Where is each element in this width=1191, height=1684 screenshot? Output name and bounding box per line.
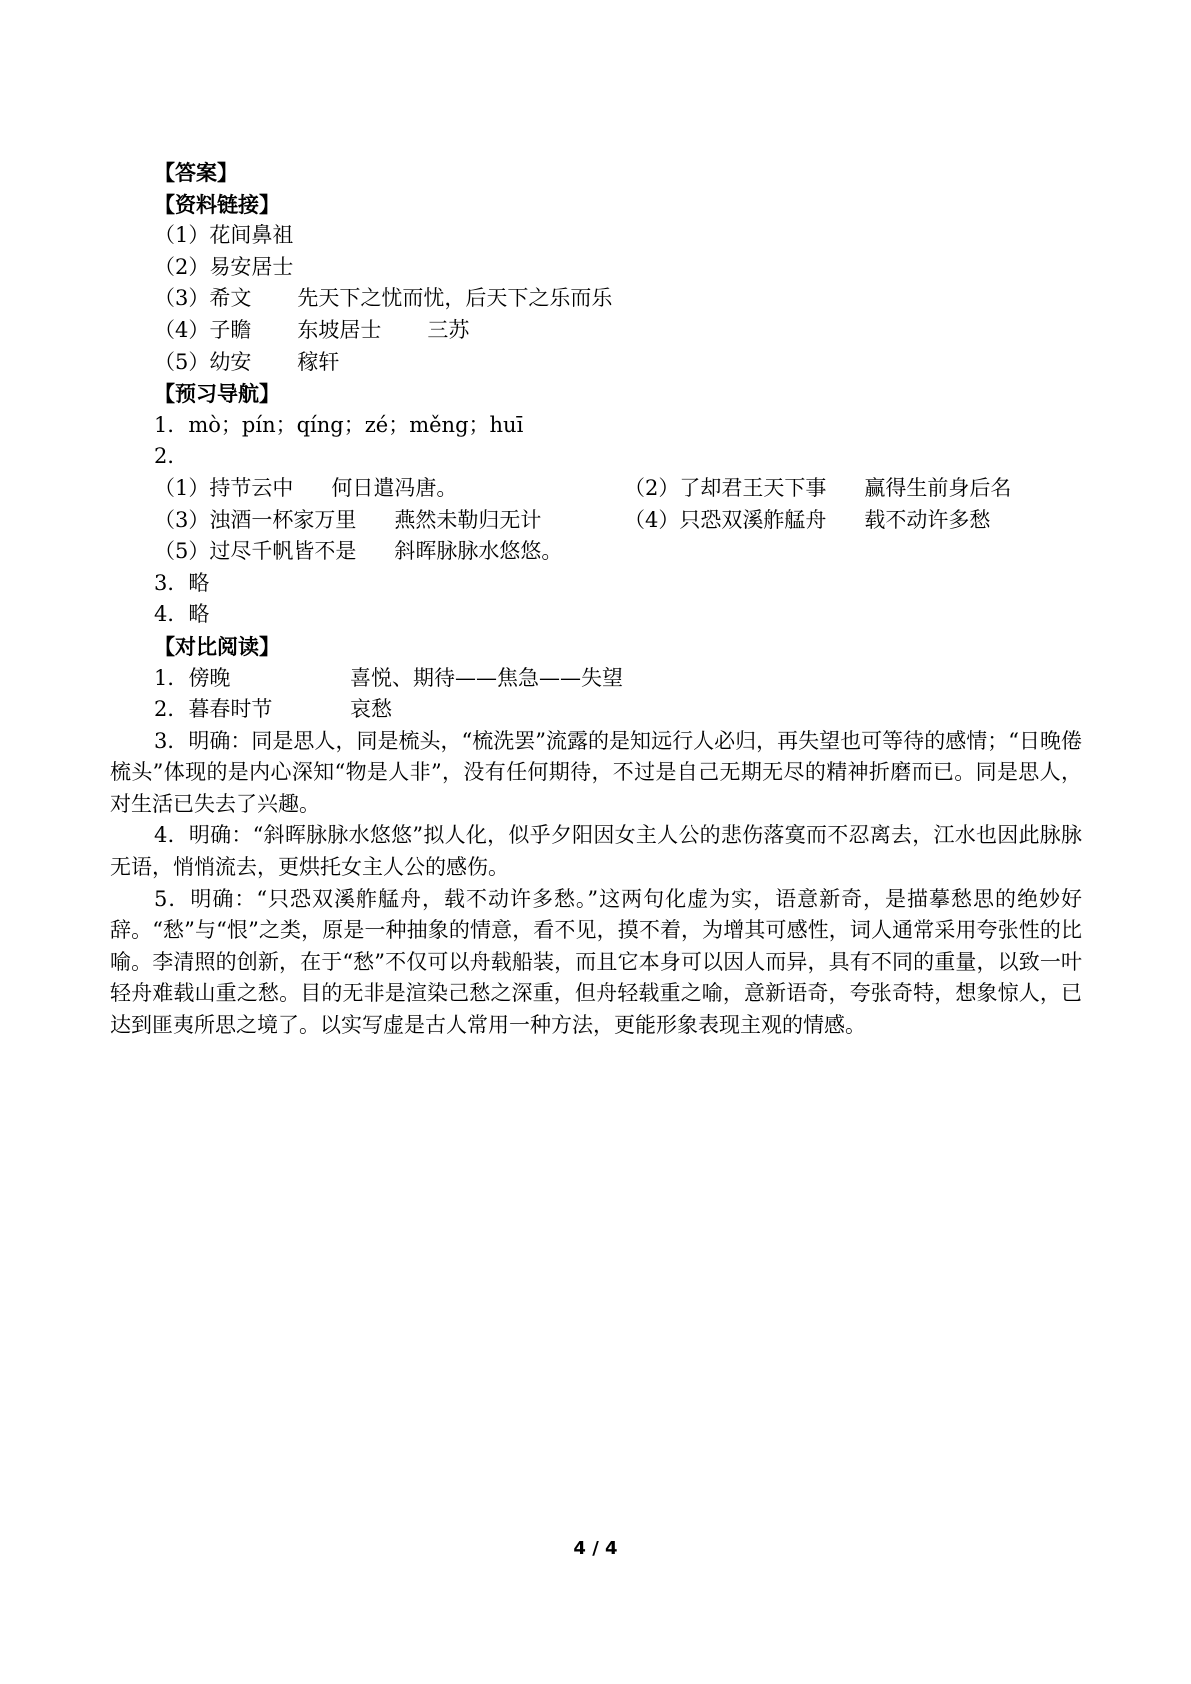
preview-q2-row-2: （3）浊酒一杯家万里 燕然未勒归无计 （4）只恐双溪舴艋舟 载不动许多愁 [154, 507, 991, 532]
compare-q4: 4．明确：“斜晖脉脉水悠悠”拟人化，似乎夕阳因女主人公的悲伤落寞而不忍离去，江水也因此脉脉无语，悄悄流去，更烘托女主人公的感伤。 [110, 823, 1082, 880]
page-number: 4 / 4 [573, 1538, 618, 1559]
link-heading: 【资料链接】 [154, 191, 280, 217]
preview-q4: 4．略 [154, 602, 210, 627]
compare-heading: 【对比阅读】 [154, 633, 280, 659]
document-content [110, 157, 1082, 1042]
link-item-1: （1）花间鼻祖 [154, 223, 294, 248]
preview-q2: 2． [154, 444, 189, 469]
link-item-3: （3）希文 先天下之忧而忧，后天下之乐而乐 [154, 286, 613, 311]
compare-q3: 3．明确：同是思人，同是梳头，“梳洗罢”流露的是知远行人必归，再失望也可等待的感情；“日晚倦梳头”体现的是内心深知“物是人非”，没有任何期待，不过是自己无期无尽的精神折磨而已。同是思人，对生活已失去了兴趣。 [110, 728, 1082, 816]
link-item-5: （5）幼安 稼轩 [154, 349, 340, 374]
answer-heading: 【答案】 [154, 160, 238, 185]
preview-q2-row-1: （1）持节云中 何日遣冯唐。 （2）了却君王天下事 赢得生前身后名 [154, 475, 1012, 500]
link-item-2: （2）易安居士 [154, 254, 294, 279]
preview-q1: 1．mò；pín；qíng；zé；měng；huī [154, 412, 524, 437]
compare-q1: 1．傍晚 喜悦、期待——焦急——失望 [154, 665, 623, 690]
preview-q2-row-3: （5）过尽千帆皆不是 斜晖脉脉水悠悠。 [154, 539, 563, 564]
compare-q2: 2．暮春时节 哀愁 [154, 697, 392, 722]
preview-q3: 3．略 [154, 570, 210, 595]
preview-heading: 【预习导航】 [154, 381, 280, 407]
compare-q5: 5．明确：“只恐双溪舴艋舟，载不动许多愁。”这两句化虚为实，语意新奇，是描摹愁思的绝妙好辞。“愁”与“恨”之类，原是一种抽象的情意，看不见，摸不着，为增其可感性，词人通常采用夸张性的比喻。李清照的创新，在于“愁”不仅可以舟载船装，而且它本身可以因人而异，具有不同的重量，以致一叶轻舟难载山重之愁。目的无非是渲染己愁之深重，但舟轻载重之喻，意新语奇，夸张奇特，想象惊人，已达到匪夷所思之境了。以实写虚是古人常用一种方法，更能形象表现主观的情感。 [110, 886, 1082, 1038]
link-item-4: （4）子瞻 东坡居士 三苏 [154, 317, 470, 342]
